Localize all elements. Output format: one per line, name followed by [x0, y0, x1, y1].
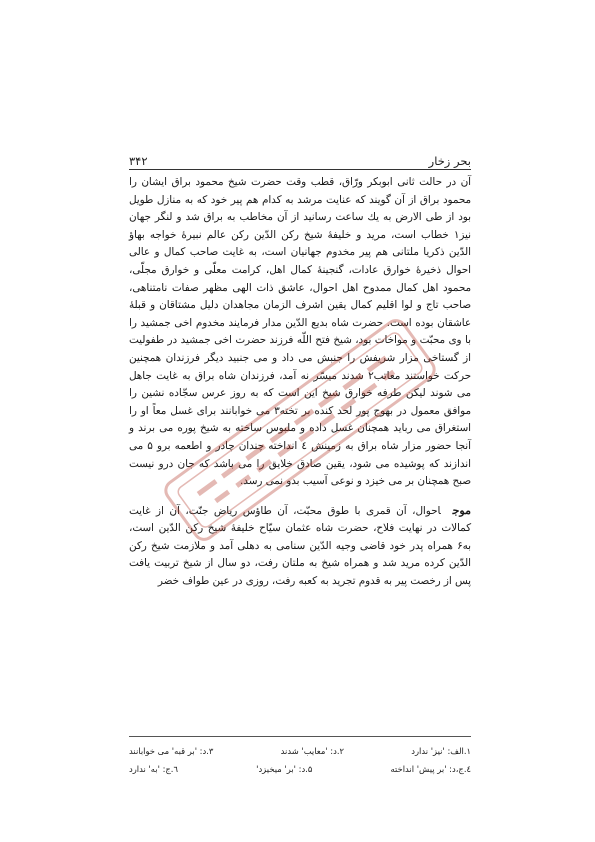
running-title: بحر زخار — [428, 154, 471, 168]
footnote-row-2 — [129, 760, 471, 778]
footnote-2: ۲.د: 'معایب' شدند — [280, 746, 345, 756]
section-heading-moj: موج — [452, 503, 471, 517]
footnotes — [129, 742, 471, 778]
running-header — [129, 150, 471, 168]
footnote-row-1 — [129, 742, 471, 760]
main-text — [129, 174, 471, 591]
footnote-6: ٦.ج: 'به' ندارد — [129, 764, 178, 774]
footnote-5: ۵.د: 'بر' میخیزد' — [256, 764, 313, 774]
footnote-1: ۱.الف: 'نیز' ندارد — [411, 746, 471, 756]
page-number: ۳۴۲ — [129, 154, 148, 168]
footnote-4: ٤.ج،د: 'بر پیش' انداخته — [390, 764, 471, 774]
footnote-divider — [129, 736, 471, 737]
footnote-3: ۳.د: 'بر قبه' می خوابانند — [129, 746, 214, 756]
paragraph-2 — [129, 502, 471, 591]
header-divider — [129, 169, 471, 170]
paragraph-2-text: احوال، آن قمری با طوق محبّت، آن طاؤس ریاض جنّت، آن از غایت کمالات در نهایت فلاح، حضرت شاه عثمان سیّاح خلیفهٔ شیخ رکن الدّین است، به۶ همراه پدر خود قاضی وجیه الدّین سنامی به دهلی آمد و ملازمت شیخ رکن الدّین کرده مرید شد و همراه شیخ به ملتان رفت، دو سال از شیخ تربیت یافت پس از رخصت پیر به قدوم تجرید به کعبه رفت، روزی در عین طواف خضر — [129, 504, 471, 588]
paragraph-1: آن در حالت ثانی ابوبکر ورّاق، قطب وقت حضرت شیخ محمود براق ایشان را محمود براق از آن گویند که عنایت مرشد به کدام هم پیر خود که به منازل طویل بود از طی الارض به یك ساعت رسانید از آن مخاطب به براق شد و لنگر جهان نیز۱ خطاب است، مرید و خلیفهٔ شیخ رکن الدّین رکن عالم نبیرهٔ خواجه بهاؤ الدّین ذکریا ملتانی هم پیر مخدوم جهانیان است، به غایت صاحب کمال و عالی احوال ذخیرهٔ خوارق عادات، گنجینهٔ کمال اهل، کرامت معلّی و خوارق مجلّی، محمود اهل کمال ممدوح اهل احوال، عاشق ذات الهی مظهر صفات نامتناهی، صاحب تاج و لوا اقلیم کمال یقین اشرف الزمان مجاهدان دلیل مشتاقان و قبلهٔ عاشقان بوده است. حضرت شاه بدیع الدّین مدار فرمایند مخدوم اخی جمشید را با وی محبّت و مواخات بود، شیخ فتح اللّه فرزند حضرت اخی جمشید در طفولیت از گستاخی مزار شریفش را جنبش می داد و می جنبید دیگر فرزندان همچنین حرکت خواستند معاتب۲ شدند میسّر نه آمد، فرزندان شاه براق به غایت جاهل می شوند لیکن طرفه خوارق شیخ این است که به روز عرس سجّاده نشین را موافق معمول در بهوج پور لحد کنده بر تخته۳ می خوابانند برای غسل معاً او را استغراق می رباید همچنان غسل داده و ملبوس ساخته به شیخ پوره می برند و آنجا حضور مزار شاه براق به زمینش ٤ انداخته چندان چادر و اطعمه برو ۵ می اندازند که پوشیده می شود، یقین صادق خلایق را می باشد که جان درو نیست صبح همچنان بر می خیزد و نوعی آسیب بدو نمی رسد. — [129, 176, 472, 488]
